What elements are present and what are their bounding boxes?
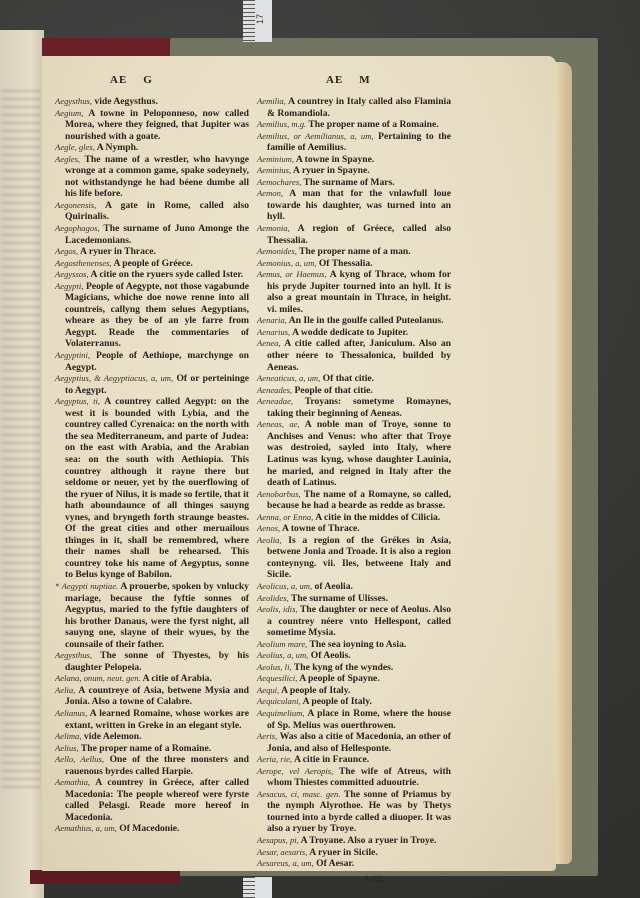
dictionary-entry [55, 223, 249, 246]
entry-headword: Aemonides, [257, 246, 297, 257]
entry-headword: Aenna, or Enna, [257, 511, 314, 522]
entry-headword: Aenos, [257, 523, 281, 534]
dictionary-entry [55, 154, 249, 200]
entry-headword: Aesapus, pi, [257, 835, 299, 845]
entry-headword: Aegysthus, [55, 96, 92, 106]
entry-headword: Aesareus, a, um, [257, 858, 314, 869]
dictionary-entry [55, 96, 249, 108]
entry-headword: Aenobarbus, [257, 488, 301, 499]
entry-definition: People of Aethiope, marchynge on Aegypt. [65, 350, 249, 373]
dictionary-entry [257, 512, 451, 524]
dictionary-entry [257, 708, 451, 731]
entry-definition: A man that for the vnlawfull loue towarde his daughter, was turned into an hyll. [267, 188, 451, 223]
entry-definition: A citie in the middes of Cilicia. [315, 511, 441, 523]
entry-definition: vide Aelemon. [83, 731, 142, 743]
entry-definition: Troyans: sometyme Romaynes, taking their beginning of Aeneas. [267, 396, 451, 419]
dictionary-entry [257, 165, 451, 177]
dictionary-entry [55, 246, 249, 258]
entry-headword: Aegle, gles, [55, 142, 95, 153]
dictionary-entry [55, 373, 249, 396]
entry-definition: A noble man of Troye, sonne to Anchises and Venus: who after that Troye was destroied, sayled into Italy, where Latinus was kyng, whose daughter Lauinia, he maried, and reigned in Italy after the death of Latinus. [267, 419, 451, 489]
dictionary-entry [55, 650, 249, 673]
right-column [257, 96, 451, 885]
entry-headword: Aelana, onum, neut. gen. [55, 673, 141, 684]
entry-headword: Aegonensis, [55, 199, 97, 210]
entry-definition: A ryuer in Sicile. [309, 846, 378, 858]
entry-headword: Aeolia, [257, 534, 282, 545]
dictionary-entry [55, 142, 249, 154]
entry-definition: The kyng of the wyndes. [293, 661, 394, 673]
entry-headword: Aemilius, or Aemilianus, a, um, [257, 130, 374, 141]
entry-headword: Aenaria, [257, 315, 287, 326]
dictionary-entry [257, 246, 451, 258]
entry-definition: The name of a wrestler, who havynge wronge at a common game, spake sodeynely, not withstandynge he had béene dumbe all his life before. [65, 153, 249, 200]
entry-headword: Aemonia, [257, 223, 290, 234]
entry-definition: Of Aesar. [316, 858, 355, 870]
entry-headword: Aequiculani, [257, 696, 301, 707]
dictionary-entry [55, 731, 249, 743]
entry-headword: Aegophagos, [55, 223, 100, 234]
dictionary-entry [55, 743, 249, 755]
dictionary-entry [257, 385, 451, 397]
entry-definition: A people of Spayne. [299, 673, 380, 685]
dictionary-entry [55, 281, 249, 350]
entry-definition: A citie called after, Janiculum. Also an other néere to Thessalonica, builded by Aeneas. [267, 338, 451, 373]
entry-headword: Aequi, [257, 684, 280, 695]
dictionary-entry [257, 119, 451, 131]
entry-headword: Aegyptus, ti, [55, 396, 101, 407]
dictionary-entry [257, 731, 451, 754]
entry-headword: Aemilia, [257, 96, 286, 106]
entry-definition: The surname of Juno Amonge the Lacedemonians. [65, 223, 249, 246]
entry-headword: Aeris, [257, 731, 278, 742]
entry-definition: A region of Gréece, called also Thessalia. [267, 223, 451, 246]
binding-spine-bottom [30, 870, 180, 884]
entry-definition: The surname of Ulisses. [290, 592, 388, 604]
dictionary-entry [55, 258, 249, 270]
entry-definition: A ryuer in Spayne. [293, 165, 370, 177]
entry-definition: The surname of Mars. [303, 176, 395, 188]
entry-definition: A towne of Thrace. [282, 523, 360, 535]
entry-definition: Is a region of the Grékes in Asia, betwene Jonia and Troade. It is also a region conteynyng. vii. Iles, betweene Italy and Sicile. [267, 534, 451, 581]
entry-headword: Aeolides, [257, 592, 289, 603]
dictionary-entry [257, 673, 451, 685]
dictionary-entry [257, 789, 451, 835]
ruler-ticks [243, 877, 255, 898]
entry-headword: Aequimelium, [257, 707, 305, 718]
entry-definition: A Nymph. [96, 142, 139, 154]
dictionary-entry [257, 131, 451, 154]
entry-headword: Aemus, or Haemus, [257, 269, 327, 280]
binding-spine-top [42, 38, 172, 56]
entry-definition: Was also a citie of Macedonia, an other of Jonia, and also of Hellesponte. [267, 731, 451, 754]
entry-headword: Aesacus, ci, masc. gen. [257, 788, 341, 799]
entry-headword: Aeneades, [257, 384, 293, 395]
entry-definition: A countrey in Italy called also Flaminia & Romandiola. [267, 96, 451, 119]
entry-definition: The sonne of Thyestes, by his daughter Pelopeia. [65, 650, 249, 673]
dictionary-entry [257, 685, 451, 697]
dictionary-entry [257, 154, 451, 166]
dictionary-entry [257, 373, 451, 385]
dictionary-entry [55, 269, 249, 281]
entry-headword: Aenarius, [257, 326, 291, 337]
entry-headword: Aelima, [55, 731, 82, 742]
entry-definition: of Aeolia. [314, 580, 353, 592]
entry-headword: Aegyptius, & Aegyptiacus, a, um, [55, 373, 174, 384]
entry-definition: A ryuer in Thrace. [80, 246, 156, 258]
running-head-right [326, 74, 387, 86]
entry-headword: Aequesilici, [257, 673, 298, 684]
dictionary-entry [257, 835, 451, 847]
entry-headword: Aegosthenenses, [55, 257, 112, 268]
entry-definition: A place in Rome, where the house of Sp. Melius was ouerthrowen. [267, 707, 451, 731]
entry-definition: A people of Gréece. [113, 257, 193, 269]
entry-headword: Aegypti, [55, 280, 84, 291]
dictionary-entry [257, 489, 451, 512]
dictionary-entry [257, 639, 451, 651]
entry-definition: The proper name of a Romaine. [80, 742, 212, 754]
entry-definition: A towne in Spayne. [295, 153, 375, 165]
dictionary-entry [257, 847, 451, 859]
dictionary-entry [257, 535, 451, 581]
dictionary-entry [257, 188, 451, 223]
entry-headword: * Aegypti nuptiae. [55, 580, 119, 591]
dictionary-entry [55, 708, 249, 731]
dictionary-entry [257, 766, 451, 789]
entry-definition: The proper name of a Romaine. [308, 119, 439, 131]
dictionary-entry [55, 754, 249, 777]
entry-headword: Aemathia, [55, 777, 91, 788]
entry-headword: Aegium, [55, 107, 84, 118]
entry-definition: A countrey in Gréece, after called Macedonia: The people whereof were fyrste called Pelasgi. Reade more hereof in Macedonia. [65, 777, 249, 823]
entry-headword: Aeneaticus, a, um, [257, 373, 321, 384]
facing-page-edge [0, 30, 44, 898]
entry-headword: Aemochares, [257, 176, 302, 187]
entry-definition: A countrey called Aegypt: on the west it is bounded with Lybia, and the countrey called Cyrenaica: on the north with the sea Mediterraneum, and parte of Judea: on the east with Arabia, and the Arabian sea: on the south with Aethiopia. This countrey although it rayne there but seldome or neuer, yet by the ouerflowing of the ryuer of Nilus, it is made so fertile, that it hath aboundaunce of all thinges sauyng vynes, and bryngeth forth straunge beastes. Of the great cities and other meruailous thinges in it, shall be remembred, where their names shall be rehearsed. This countrey toke his name of Aegyptus, sonne to Belus kynge of Babilon. [65, 396, 250, 581]
ruler-ticks [243, 0, 255, 42]
entry-definition: A gate in Rome, called also Quirinalis. [65, 199, 249, 223]
dictionary-entry [55, 581, 249, 650]
entry-definition: A citie in Fraunce. [293, 754, 370, 766]
dictionary-entry [257, 604, 451, 639]
dictionary-entry [257, 327, 451, 339]
running-head-part: AE [326, 74, 344, 86]
entry-headword: Aelius, [55, 742, 79, 753]
entry-definition: The sonne of Priamus by the nymph Alyrothoe. He was by Thetys tourned into a byrde called a diuoper. It was also a ryuer by Troye. [267, 788, 451, 835]
entry-headword: Aemon, [257, 188, 284, 199]
entry-headword: Aegyssos, [55, 269, 89, 280]
entry-definition: The wife of Atreus, with whom Thiestes committed aduoutrie. [267, 765, 451, 789]
running-head-part: G [143, 74, 153, 86]
ruler-number: 17 [255, 13, 266, 25]
entry-headword: Aeria, rie, [257, 754, 293, 765]
dictionary-entry [55, 685, 249, 708]
entry-definition: The sea ioyning to Asia. [309, 638, 407, 650]
entry-headword: Aemathius, a, um, [55, 823, 117, 834]
entry-headword: Aello, Aellus, [55, 754, 105, 765]
dictionary-entry [257, 315, 451, 327]
entry-definition: A kyng of Thrace, whom for his pryde Jupiter tourned into an hyll. It is also a great mountain in Thrace, in height. vi. miles. [267, 269, 452, 315]
entry-definition: Of Macedonie. [119, 823, 180, 835]
entry-headword: Aesar, aesaris, [257, 846, 308, 857]
entry-definition: One of the three monsters and rauenous byrdes called Harpie. [65, 754, 250, 777]
dictionary-entry [55, 350, 249, 373]
dictionary-entry [257, 662, 451, 674]
dictionary-entry [55, 673, 249, 685]
entry-headword: Aegysthus, [55, 650, 92, 661]
dictionary-entry [257, 650, 451, 662]
dictionary-entry [55, 396, 249, 581]
running-head-part: M [359, 74, 371, 86]
dictionary-entry [257, 338, 451, 373]
left-column [55, 96, 249, 835]
entry-definition: The name of a Romayne, so called, because he had a bearde as redde as brasse. [267, 488, 452, 512]
entry-headword: Aeneadae, [257, 396, 294, 407]
entry-headword: Aeneas, ae, [257, 419, 300, 430]
dictionary-entry [257, 269, 451, 315]
dictionary-entry [55, 777, 249, 823]
dictionary-entry [55, 108, 249, 143]
entry-headword: Aelianus, [55, 707, 88, 718]
entry-headword: Aerope, vel Aeropis, [257, 765, 334, 776]
entry-headword: Aemonius, a, um, [257, 257, 317, 268]
entry-definition: People of that citie. [294, 384, 373, 396]
dictionary-entry [257, 419, 451, 488]
entry-definition: Of Aeolis. [310, 650, 351, 662]
dictionary-entry [257, 258, 451, 270]
left-column-entries [55, 96, 249, 835]
running-head-part: AE [110, 74, 128, 86]
entry-definition: Of Thessalia. [318, 257, 373, 269]
entry-definition: A countreye of Asia, betwene Mysia and Jonia. Also a towne of Calabre. [65, 684, 249, 708]
running-head-left [110, 74, 169, 86]
entry-headword: Aeolius, a, um, [257, 650, 309, 661]
entry-definition: People of Aegypte, not those vagabunde Magicians, whiche doe nowe renne into all countreis, callyng them selues Aegyptians, wheare as they be of an yle farre from Aegypt. Reade the commentaries of Volaterranus. [65, 280, 249, 350]
entry-definition: The daughter or nece of Aeolus. Also a countrey néere vnto Hellespont, called sometime Mysia. [267, 604, 452, 639]
right-column-entries [257, 96, 451, 870]
entry-definition: A people of Italy. [281, 684, 351, 696]
entry-definition: A citie on the ryuers syde called Ister. [90, 269, 244, 281]
dictionary-entry [257, 396, 451, 419]
entry-definition: The proper name of a man. [299, 246, 411, 258]
dictionary-entry [257, 593, 451, 605]
entry-headword: Aegles, [55, 153, 81, 164]
signature-mark: A.iiii. [363, 873, 385, 884]
entry-definition: A wodde dedicate to Jupiter. [292, 326, 409, 338]
entry-headword: Aegyptini, [55, 350, 91, 361]
entry-definition: Of or perteininge to Aegypt. [65, 373, 250, 396]
entry-definition: A citie of Arabia. [142, 673, 212, 685]
entry-headword: Aegos, [55, 246, 79, 257]
entry-definition: Pertaining to the famílie of Aemilius. [267, 130, 452, 154]
dictionary-entry [257, 581, 451, 593]
entry-definition: A towne in Peloponneso, now called Morea, where they feigned, that Jupiter was nourished with a goate. [65, 107, 249, 142]
entry-headword: Aeolus, li, [257, 661, 292, 672]
entry-headword: Aeminium, [257, 153, 294, 164]
entry-headword: Aeolium mare, [257, 638, 308, 649]
entry-headword: Aeminius, [257, 165, 292, 176]
entry-definition: Of that citie. [322, 373, 375, 385]
dictionary-entry [55, 200, 249, 223]
entry-definition: An Ile in the goulfe called Puteolanus. [288, 315, 444, 327]
dictionary-entry [257, 523, 451, 535]
entry-headword: Aeolicus, a, um, [257, 580, 313, 591]
dictionary-entry [257, 858, 451, 870]
entry-definition: A people of Italy. [302, 696, 372, 708]
entry-definition: A Troyane. Also a ryuer in Troye. [300, 835, 437, 846]
scale-ruler-top [243, 0, 272, 42]
entry-headword: Aemilius, m.g. [257, 119, 307, 130]
entry-definition: vide Aegysthus. [94, 96, 158, 107]
entry-headword: Aelia, [55, 684, 76, 695]
entry-headword: Aenea, [257, 338, 281, 349]
dictionary-entry [257, 177, 451, 189]
dictionary-entry [257, 223, 451, 246]
dictionary-entry [55, 823, 249, 835]
dictionary-entry [257, 696, 451, 708]
entry-headword: Aeolis, idis, [257, 604, 298, 615]
facing-page-text-blur [2, 90, 40, 790]
entry-definition: A prouerbe, spoken by vnlucky mariage, because the fyftie sonnes of Aegyptus, maried to the fyftie daughters of his brother Danaus, were the fyrst night, all sauyng one, slayne of their wyues, by the counsaile of their father. [65, 580, 249, 650]
dictionary-entry [257, 96, 451, 119]
entry-definition: A learned Romaine, whose workes are extant, written in Greke in an elegant style. [65, 707, 249, 731]
dictionary-entry [257, 754, 451, 766]
